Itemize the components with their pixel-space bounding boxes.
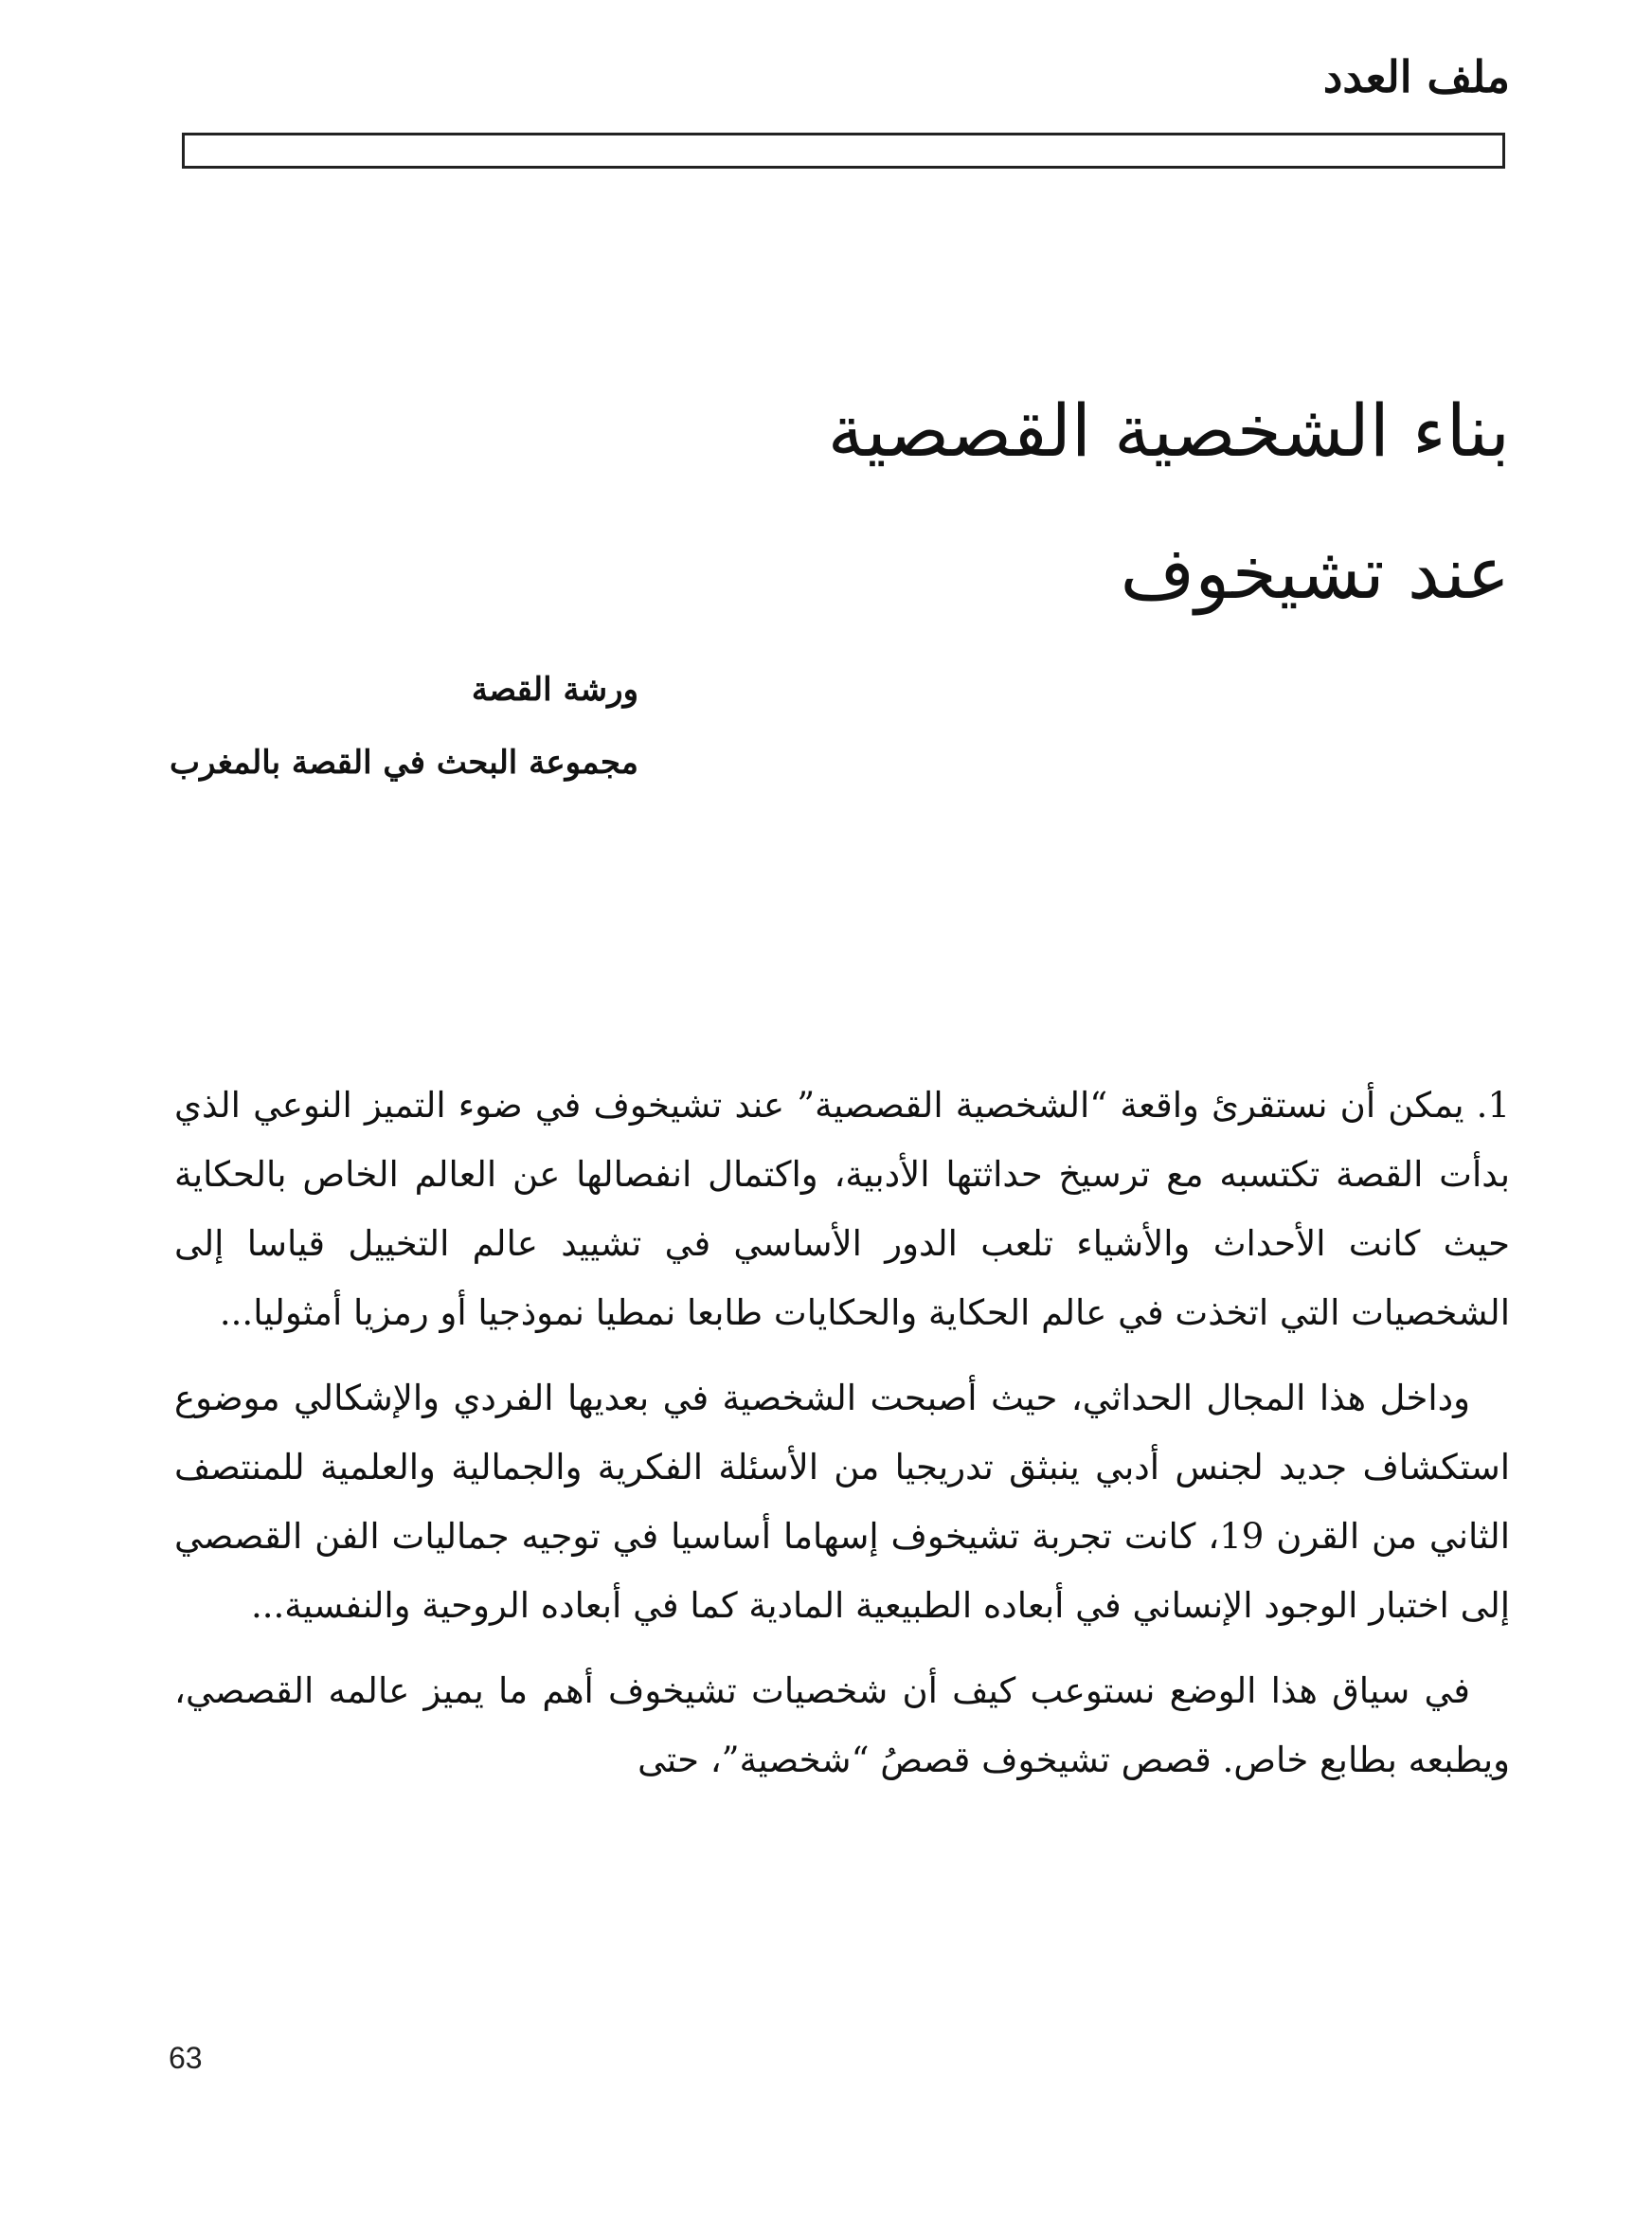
header-rule-box — [182, 133, 1505, 169]
article-body — [174, 1071, 1510, 1811]
body-paragraph-3: في سياق هذا الوضع نستوعب كيف أن شخصيات تشيخوف أهم ما يميز عالمه القصصي، ويطبعه بطابع خاص. قصص تشيخوف قصصُ “شخصية”، حتى — [174, 1670, 1510, 1780]
article-title-line-1: بناء الشخصية القصصية — [827, 388, 1510, 473]
article-title-line-2: عند تشيخوف — [1120, 531, 1510, 615]
page-number: 63 — [169, 2041, 203, 2075]
body-paragraph-1: 1. يمكن أن نستقرئ واقعة “الشخصية القصصية” عند تشيخوف في ضوء التميز النوعي الذي بدأت القصة تكتسبه مع ترسيخ حداثتها الأدبية، واكتمال انفصالها عن العالم الخاص بالحكاية حيث كانت الأحداث والأشياء تلعب الدور الأساسي في تشييد عالم التخييل قياسا إلى الشخصيات التي اتخذت في عالم الحكاية والحكايات طابعا نمطيا نموذجيا أو رمزيا أمثوليا... — [174, 1085, 1510, 1333]
byline-workshop: ورشة القصة — [471, 671, 638, 709]
section-label: ملف العدد — [1322, 51, 1510, 102]
body-paragraph-2: وداخل هذا المجال الحداثي، حيث أصبحت الشخصية في بعديها الفردي والإشكالي موضوع استكشاف جديد لجنس أدبي ينبثق تدريجيا من الأسئلة الفكرية والجمالية والعلمية للمنتصف الثاني من القرن 19، كانت تجربة تشيخوف إسهاما أساسيا في توجيه جماليات الفن القصصي إلى اختبار الوجود الإنساني في أبعاده الطبيعية المادية كما في أبعاده الروحية والنفسية... — [174, 1378, 1510, 1626]
byline-research-group: مجموعة البحث في القصة بالمغرب — [170, 744, 638, 782]
article-title — [373, 360, 1510, 644]
